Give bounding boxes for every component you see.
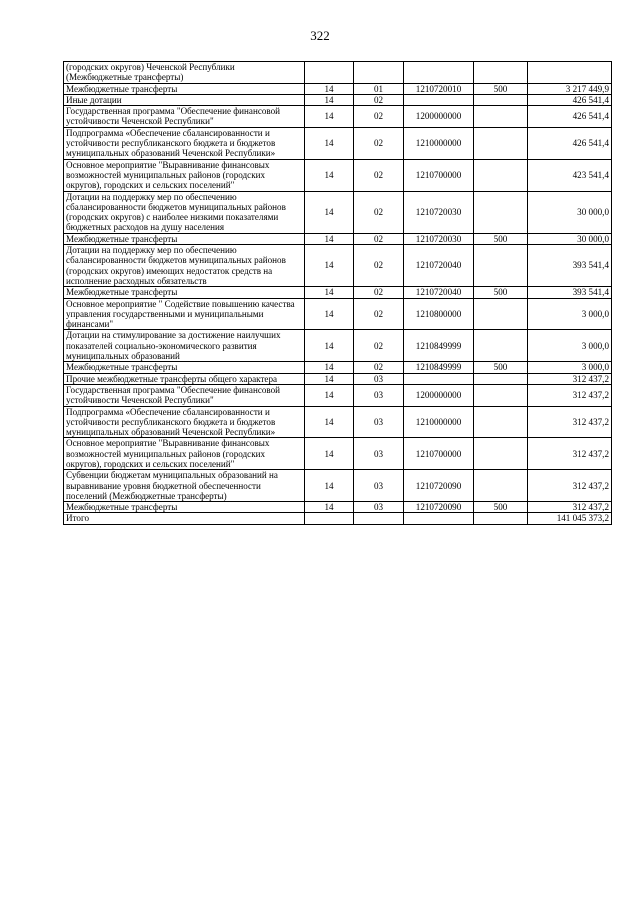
cell-name: Межбюджетные трансферты xyxy=(64,362,305,373)
cell-section: 14 xyxy=(305,287,354,298)
cell-name: Подпрограмма «Обеспечение сбалансированности и устойчивости республиканского бюджета и бюджетов муниципальных образований Чеченской Республики» xyxy=(64,127,305,159)
cell-name: Государственная программа "Обеспечение финансовой устойчивости Чеченской Республики" xyxy=(64,106,305,128)
page-number: 322 xyxy=(310,28,330,43)
cell-section xyxy=(305,513,354,524)
cell-name: Прочие межбюджетные трансферты общего характера xyxy=(64,373,305,384)
cell-target-article xyxy=(404,62,474,84)
cell-section: 14 xyxy=(305,406,354,438)
table-row xyxy=(64,83,612,94)
cell-amount: 141 045 373,2 xyxy=(528,513,612,524)
cell-subsection xyxy=(354,62,404,84)
cell-amount: 3 217 449,9 xyxy=(528,83,612,94)
table-row xyxy=(64,406,612,438)
cell-section: 14 xyxy=(305,373,354,384)
cell-subsection: 03 xyxy=(354,470,404,502)
cell-name: Межбюджетные трансферты xyxy=(64,287,305,298)
cell-expense-type xyxy=(474,373,528,384)
cell-subsection: 02 xyxy=(354,298,404,330)
cell-expense-type xyxy=(474,62,528,84)
cell-name: (городских округов) Чеченской Республики (Межбюджетные трансферты) xyxy=(64,62,305,84)
cell-name: Дотации на стимулирование за достижение наилучших показателей социально-экономического развития муниципальных образований xyxy=(64,330,305,362)
cell-expense-type xyxy=(474,470,528,502)
cell-name: Иные дотации xyxy=(64,94,305,105)
cell-section: 14 xyxy=(305,159,354,191)
table-row xyxy=(64,298,612,330)
cell-name: Основное мероприятие "Выравнивание финансовых возможностей муниципальных районов (городских округов), городских и сельских поселений" xyxy=(64,438,305,470)
cell-expense-type xyxy=(474,94,528,105)
table-row xyxy=(64,94,612,105)
cell-expense-type: 500 xyxy=(474,233,528,244)
cell-amount: 312 437,2 xyxy=(528,373,612,384)
table-row xyxy=(64,384,612,406)
cell-name: Дотации на поддержку мер по обеспечению сбалансированности бюджетов муниципальных районов (городских округов) имеющих недостаток средств на исполнение расходных обязательств xyxy=(64,245,305,287)
cell-name: Дотации на поддержку мер по обеспечению сбалансированности бюджетов муниципальных районов (городских округов) с наиболее низкими показателями бюджетных расходов на душу населения xyxy=(64,191,305,233)
cell-section: 14 xyxy=(305,362,354,373)
cell-subsection: 02 xyxy=(354,233,404,244)
cell-subsection: 03 xyxy=(354,438,404,470)
table-row xyxy=(64,470,612,502)
cell-section: 14 xyxy=(305,298,354,330)
cell-subsection: 02 xyxy=(354,330,404,362)
cell-subsection: 02 xyxy=(354,191,404,233)
cell-subsection: 02 xyxy=(354,106,404,128)
table-row xyxy=(64,245,612,287)
cell-target-article: 1210720030 xyxy=(404,191,474,233)
cell-amount: 312 437,2 xyxy=(528,384,612,406)
cell-expense-type xyxy=(474,438,528,470)
table-row xyxy=(64,287,612,298)
cell-target-article xyxy=(404,373,474,384)
cell-target-article: 1200000000 xyxy=(404,106,474,128)
cell-section: 14 xyxy=(305,127,354,159)
cell-target-article: 1210000000 xyxy=(404,406,474,438)
cell-expense-type xyxy=(474,191,528,233)
cell-section: 14 xyxy=(305,502,354,513)
cell-subsection: 03 xyxy=(354,373,404,384)
cell-subsection: 02 xyxy=(354,94,404,105)
cell-target-article: 1210720040 xyxy=(404,287,474,298)
cell-name: Межбюджетные трансферты xyxy=(64,502,305,513)
cell-expense-type xyxy=(474,298,528,330)
cell-amount: 393 541,4 xyxy=(528,245,612,287)
cell-expense-type: 500 xyxy=(474,83,528,94)
cell-target-article: 1210849999 xyxy=(404,330,474,362)
cell-subsection: 03 xyxy=(354,502,404,513)
cell-name: Субвенции бюджетам муниципальных образований на выравнивание уровня бюджетной обеспеченности поселений (Межбюджетные трансферты) xyxy=(64,470,305,502)
cell-amount: 426 541,4 xyxy=(528,94,612,105)
cell-amount: 312 437,2 xyxy=(528,438,612,470)
cell-subsection: 02 xyxy=(354,159,404,191)
cell-section: 14 xyxy=(305,106,354,128)
cell-name: Государственная программа "Обеспечение финансовой устойчивости Чеченской Республики" xyxy=(64,384,305,406)
cell-amount: 312 437,2 xyxy=(528,470,612,502)
cell-target-article: 1210720030 xyxy=(404,233,474,244)
cell-subsection xyxy=(354,513,404,524)
cell-expense-type xyxy=(474,406,528,438)
table-row xyxy=(64,191,612,233)
cell-section: 14 xyxy=(305,233,354,244)
cell-section: 14 xyxy=(305,384,354,406)
cell-section: 14 xyxy=(305,94,354,105)
table-row xyxy=(64,502,612,513)
table-row xyxy=(64,62,612,84)
cell-target-article: 1210720040 xyxy=(404,245,474,287)
cell-target-article: 1210720090 xyxy=(404,470,474,502)
cell-expense-type xyxy=(474,513,528,524)
cell-amount: 3 000,0 xyxy=(528,298,612,330)
cell-section: 14 xyxy=(305,245,354,287)
cell-target-article xyxy=(404,513,474,524)
cell-amount: 393 541,4 xyxy=(528,287,612,298)
cell-target-article: 1210720010 xyxy=(404,83,474,94)
table-row xyxy=(64,233,612,244)
cell-amount: 426 541,4 xyxy=(528,127,612,159)
cell-section: 14 xyxy=(305,191,354,233)
table-row xyxy=(64,127,612,159)
cell-name: Основное мероприятие " Содействие повышению качества управления государственными и муниципальными финансами" xyxy=(64,298,305,330)
cell-expense-type xyxy=(474,159,528,191)
cell-subsection: 01 xyxy=(354,83,404,94)
cell-amount: 30 000,0 xyxy=(528,233,612,244)
cell-name: Межбюджетные трансферты xyxy=(64,83,305,94)
budget-table-body xyxy=(64,62,612,525)
cell-target-article: 1200000000 xyxy=(404,384,474,406)
cell-expense-type xyxy=(474,384,528,406)
cell-amount: 3 000,0 xyxy=(528,330,612,362)
cell-expense-type xyxy=(474,245,528,287)
cell-expense-type xyxy=(474,106,528,128)
table-row xyxy=(64,106,612,128)
table-row xyxy=(64,159,612,191)
cell-target-article: 1210849999 xyxy=(404,362,474,373)
cell-target-article: 1210800000 xyxy=(404,298,474,330)
cell-name: Итого xyxy=(64,513,305,524)
cell-name: Основное мероприятие "Выравнивание финансовых возможностей муниципальных районов (городских округов), городских и сельских поселений" xyxy=(64,159,305,191)
budget-table xyxy=(63,61,612,525)
cell-amount xyxy=(528,62,612,84)
cell-expense-type xyxy=(474,127,528,159)
cell-expense-type: 500 xyxy=(474,287,528,298)
cell-subsection: 03 xyxy=(354,406,404,438)
table-row xyxy=(64,513,612,524)
cell-amount: 30 000,0 xyxy=(528,191,612,233)
cell-target-article: 1210700000 xyxy=(404,159,474,191)
cell-section: 14 xyxy=(305,470,354,502)
cell-expense-type xyxy=(474,330,528,362)
cell-name: Межбюджетные трансферты xyxy=(64,233,305,244)
cell-amount: 423 541,4 xyxy=(528,159,612,191)
cell-expense-type: 500 xyxy=(474,502,528,513)
cell-target-article: 1210720090 xyxy=(404,502,474,513)
table-row xyxy=(64,438,612,470)
cell-subsection: 02 xyxy=(354,127,404,159)
table-row xyxy=(64,362,612,373)
cell-name: Подпрограмма «Обеспечение сбалансированности и устойчивости республиканского бюджета и бюджетов муниципальных образований Чеченской Республики» xyxy=(64,406,305,438)
cell-amount: 312 437,2 xyxy=(528,502,612,513)
cell-subsection: 03 xyxy=(354,384,404,406)
cell-subsection: 02 xyxy=(354,245,404,287)
cell-expense-type: 500 xyxy=(474,362,528,373)
cell-amount: 312 437,2 xyxy=(528,406,612,438)
cell-subsection: 02 xyxy=(354,362,404,373)
table-row xyxy=(64,330,612,362)
cell-section xyxy=(305,62,354,84)
cell-target-article: 1210000000 xyxy=(404,127,474,159)
cell-section: 14 xyxy=(305,83,354,94)
cell-amount: 426 541,4 xyxy=(528,106,612,128)
table-row xyxy=(64,373,612,384)
cell-section: 14 xyxy=(305,438,354,470)
cell-section: 14 xyxy=(305,330,354,362)
cell-subsection: 02 xyxy=(354,287,404,298)
cell-target-article: 1210700000 xyxy=(404,438,474,470)
cell-target-article xyxy=(404,94,474,105)
cell-amount: 3 000,0 xyxy=(528,362,612,373)
